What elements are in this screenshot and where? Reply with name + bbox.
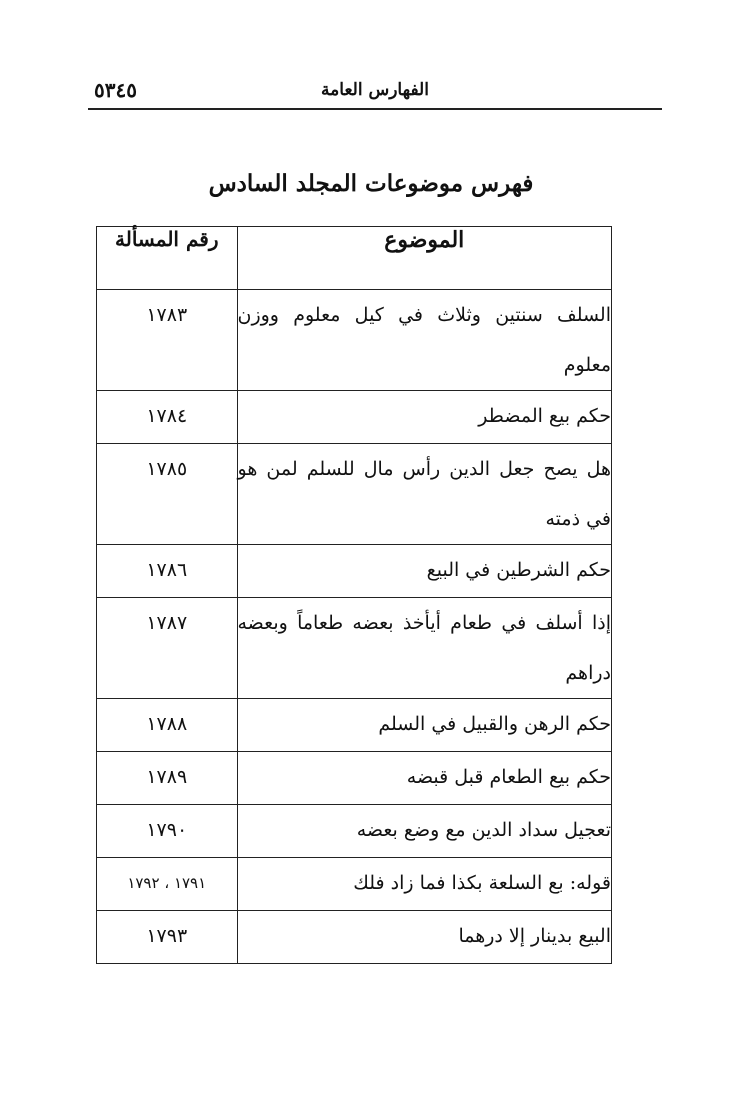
table-row [97,911,612,964]
running-title: الفهارس العامة [321,80,429,100]
table-row [97,545,612,598]
row-issue-number: ١٧٩١ ، ١٧٩٢ [97,858,238,911]
row-topic: هل يصح جعل الدين رأس مال للسلم لمن هو في ذمته [237,444,612,545]
section-title: فهرس موضوعات المجلد السادس [208,170,534,197]
row-topic: قوله: بع السلعة بكذا فما زاد فلك [237,858,612,911]
table-header-row [97,227,612,290]
column-header-topic: الموضوع [237,227,612,290]
table-row [97,699,612,752]
row-topic: حكم بيع المضطر [237,391,612,444]
table-row [97,391,612,444]
column-header-issue-number: رقم المسألة [97,227,238,290]
row-issue-number: ١٧٨٤ [97,391,238,444]
table-row [97,752,612,805]
page-header [88,72,662,110]
row-topic: إذا أسلف في طعام أيأخذ بعضه طعاماً وبعضه دراهم [237,598,612,699]
table-row [97,444,612,545]
table-row [97,858,612,911]
table-row [97,598,612,699]
row-topic: تعجيل سداد الدين مع وضع بعضه [237,805,612,858]
page-number: ٥٣٤٥ [94,78,137,102]
row-topic: البيع بدينار إلا درهما [237,911,612,964]
row-topic: حكم بيع الطعام قبل قبضه [237,752,612,805]
row-topic: حكم الشرطين في البيع [237,545,612,598]
row-issue-number: ١٧٩٣ [97,911,238,964]
table-row [97,805,612,858]
topics-index-table [96,226,612,964]
row-issue-number: ١٧٨٦ [97,545,238,598]
row-issue-number: ١٧٨٣ [97,290,238,391]
table-row [97,290,612,391]
row-issue-number: ١٧٨٧ [97,598,238,699]
row-issue-number: ١٧٩٠ [97,805,238,858]
row-issue-number: ١٧٨٨ [97,699,238,752]
row-issue-number: ١٧٨٩ [97,752,238,805]
row-topic: السلف سنتين وثلاث في كيل معلوم ووزن معلوم [237,290,612,391]
row-issue-number: ١٧٨٥ [97,444,238,545]
row-topic: حكم الرهن والقبيل في السلم [237,699,612,752]
